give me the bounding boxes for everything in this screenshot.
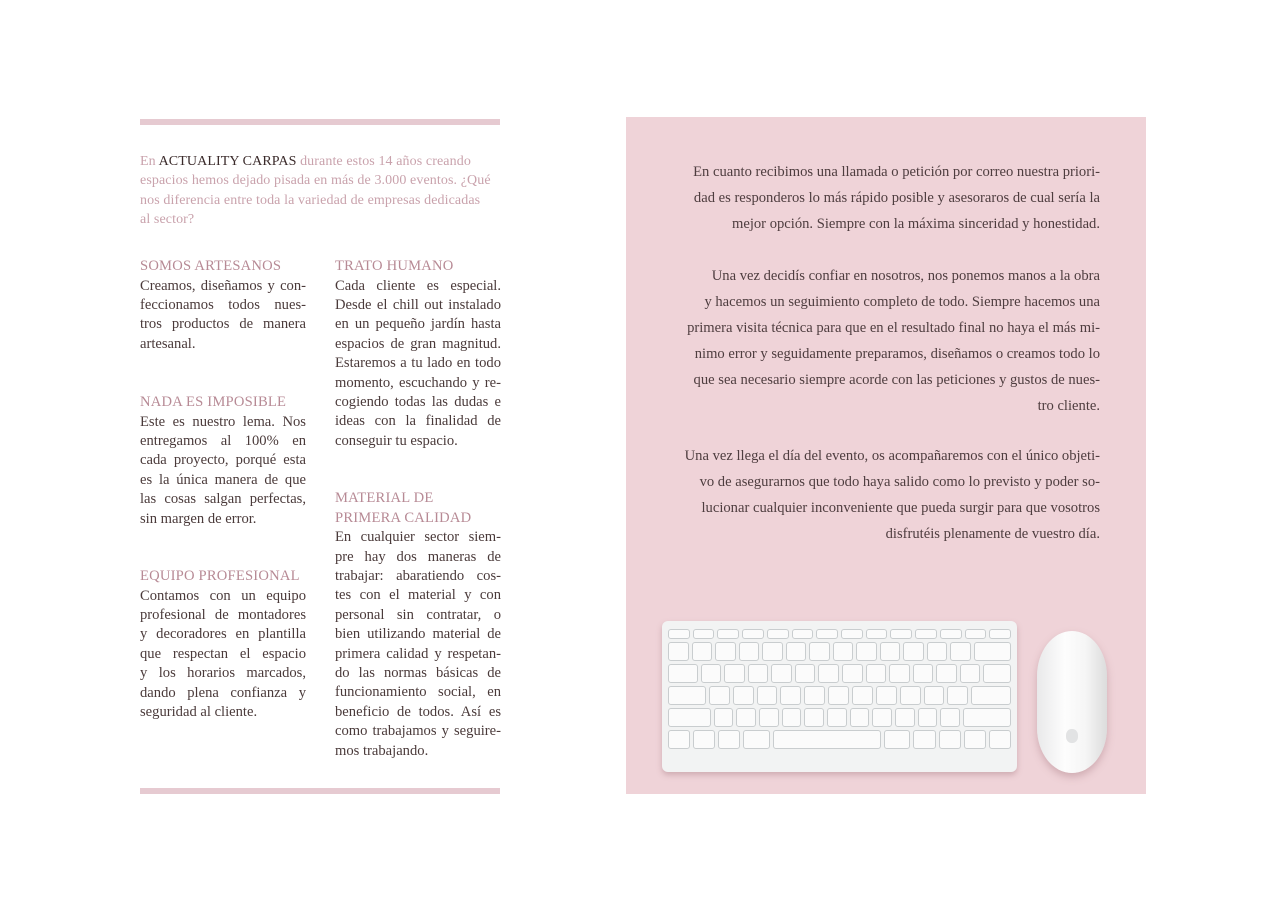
keyboard-key xyxy=(903,642,924,661)
panel-text-line: nimo error y seguidamente preparamos, diseñamos o creamos todo lo xyxy=(694,346,1100,362)
section-text-line: Desde el chill out instalado xyxy=(335,297,501,313)
panel-text-line: disfrutéis plenamente de vuestro día. xyxy=(885,526,1100,542)
keyboard-key xyxy=(890,629,912,639)
keyboard-key xyxy=(736,708,756,727)
keyboard-key xyxy=(852,686,873,705)
intro-prefix: En xyxy=(140,154,159,169)
keyboard-key xyxy=(762,642,783,661)
keyboard-key xyxy=(780,686,801,705)
keyboard-key xyxy=(889,664,910,683)
section-title: EQUIPO PROFESIONAL xyxy=(140,568,300,584)
keyboard-key xyxy=(668,642,689,661)
keyboard-key xyxy=(841,629,863,639)
keyboard-row xyxy=(668,686,1011,705)
section-text-line: trabajar: abaratiendo cos- xyxy=(335,568,501,584)
keyboard-key xyxy=(804,686,825,705)
keyboard-key xyxy=(872,708,892,727)
keyboard-key xyxy=(913,730,935,749)
keyboard-key xyxy=(927,642,948,661)
section-text-line: cogiendo todas las dudas e xyxy=(335,394,501,411)
section-text-line: beneficio de todos. Así es xyxy=(335,703,501,720)
keyboard-key xyxy=(983,664,1011,683)
keyboard-key xyxy=(733,686,754,705)
keyboard-key xyxy=(804,708,824,727)
keyboard-key xyxy=(971,686,1011,705)
intro-line: al sector? xyxy=(140,212,195,228)
panel-text-line: Una vez decidís confiar en nosotros, nos ponemos manos a la obra xyxy=(711,268,1100,284)
keyboard-row xyxy=(668,642,1011,661)
section-title: TRATO HUMANO xyxy=(335,258,454,274)
section-text-line: personal sin contratar, o xyxy=(335,606,501,623)
keyboard-key xyxy=(960,664,981,683)
panel-text-line: Una vez llega el día del evento, os acompañaremos con el único objeti- xyxy=(684,448,1100,464)
panel-paragraph xyxy=(670,263,1100,419)
keyboard-key xyxy=(816,629,838,639)
brand-name: ACTUALITY CARPAS xyxy=(158,154,297,169)
panel-text-line: lucionar cualquier inconveniente que pueda surgir para que vosotros xyxy=(701,500,1100,516)
keyboard-key xyxy=(833,642,854,661)
keyboard-key xyxy=(795,664,816,683)
keyboard-key xyxy=(709,686,730,705)
keyboard-key xyxy=(947,686,968,705)
section-equipo-profesional xyxy=(140,567,306,722)
keyboard-key xyxy=(668,708,711,727)
section-somos-artesanos xyxy=(140,257,306,354)
intro-paragraph xyxy=(140,152,501,230)
section-text-line: y decoradores en plantilla xyxy=(140,626,306,643)
keyboard-key xyxy=(876,686,897,705)
keyboard-key xyxy=(693,629,715,639)
section-text-line: entregamos al 100% en xyxy=(140,433,306,449)
section-text-line: tes con el material y con xyxy=(335,587,501,604)
section-nada-es-imposible xyxy=(140,393,306,529)
keyboard-key xyxy=(856,642,877,661)
keyboard-key xyxy=(717,629,739,639)
section-title: PRIMERA CALIDAD xyxy=(335,509,472,526)
section-text-line: Estaremos a tu lado en todo xyxy=(335,355,501,372)
keyboard-key xyxy=(924,686,945,705)
section-text-line: feccionamos todos nues- xyxy=(140,297,306,313)
keyboard-key xyxy=(989,730,1011,749)
keyboard-row xyxy=(668,708,1011,727)
section-title: NADA ES IMPOSIBLE xyxy=(140,394,287,410)
keyboard-key xyxy=(850,708,870,727)
section-text-line: funcionamiento social, en xyxy=(335,684,501,701)
photo-panel xyxy=(626,117,1146,794)
keyboard-key xyxy=(895,708,915,727)
section-text-line: ideas con la finalidad de xyxy=(335,413,501,430)
panel-text-line: vo de asegurarnos que todo haya salido como lo previsto y poder so- xyxy=(699,474,1100,490)
top-divider xyxy=(140,119,500,125)
section-text-line: bien utilizando material de xyxy=(335,626,501,643)
section-text-line: las cosas salgan perfectas, xyxy=(140,491,306,508)
panel-text-line: primera visita técnica para que en el resultado final no haya el más mi- xyxy=(687,320,1100,336)
keyboard-key xyxy=(809,642,830,661)
keyboard-key xyxy=(827,708,847,727)
section-text-line: mos trabajando. xyxy=(335,742,429,759)
keyboard-key xyxy=(950,642,971,661)
section-text-line: artesanal. xyxy=(140,335,196,352)
keyboard-key xyxy=(884,730,910,749)
keyboard-key xyxy=(759,708,779,727)
keyboard-key xyxy=(701,664,722,683)
keyboard-key xyxy=(668,730,690,749)
section-text-line: primera calidad y respetan- xyxy=(335,645,501,662)
keyboard-key xyxy=(818,664,839,683)
keyboard-key xyxy=(915,629,937,639)
keyboard-key xyxy=(771,664,792,683)
keyboard-key xyxy=(940,629,962,639)
section-text-line: do las normas básicas de xyxy=(335,665,501,682)
keyboard-key xyxy=(782,708,802,727)
intro-line: espacios hemos dejado pisada en más de 3.000 eventos. ¿Qué xyxy=(140,173,491,189)
section-text-line: espacios de gran magnitud. xyxy=(335,335,501,352)
section-material xyxy=(335,489,501,761)
panel-text-line: En cuanto recibimos una llamada o petición por correo nuestra priori- xyxy=(693,164,1100,180)
section-text-line: tros productos de manera xyxy=(140,316,306,333)
panel-paragraph xyxy=(670,443,1100,547)
keyboard-key xyxy=(828,686,849,705)
keyboard-key xyxy=(965,629,987,639)
section-text-line: pre hay dos maneras de xyxy=(335,548,501,565)
keyboard-key xyxy=(936,664,957,683)
keyboard-key xyxy=(940,708,960,727)
section-text-line: dando plena confianza y xyxy=(140,684,306,701)
section-text-line: es la única manera de que xyxy=(140,471,306,488)
keyboard-key xyxy=(866,664,887,683)
apple-logo-icon xyxy=(1066,729,1078,743)
keyboard-key xyxy=(974,642,1011,661)
keyboard-key xyxy=(742,629,764,639)
keyboard-key xyxy=(692,642,713,661)
keyboard-key xyxy=(757,686,778,705)
keyboard-key xyxy=(668,664,698,683)
keyboard-key xyxy=(880,642,901,661)
keyboard-key xyxy=(786,642,807,661)
section-text-line: y los horarios marcados, xyxy=(140,665,306,682)
keyboard-row xyxy=(668,664,1011,683)
section-text-line: En cualquier sector siem- xyxy=(335,529,501,546)
keyboard-key xyxy=(918,708,938,727)
section-text-line: sin margen de error. xyxy=(140,510,257,527)
keyboard-key xyxy=(913,664,934,683)
keyboard-key xyxy=(739,642,760,661)
section-title: SOMOS ARTESANOS xyxy=(140,258,282,274)
keyboard-key xyxy=(743,730,769,749)
panel-text-line: tro cliente. xyxy=(1037,398,1100,414)
keyboard-image xyxy=(662,621,1017,772)
keyboard-key xyxy=(724,664,745,683)
section-text-line: Creamos, diseñamos y con- xyxy=(140,277,306,294)
panel-paragraph xyxy=(670,159,1100,237)
section-text-line: en un pequeño jardín hasta xyxy=(335,316,501,333)
keyboard-key xyxy=(748,664,769,683)
keyboard-key xyxy=(715,642,736,661)
intro-line: durante estos 14 años creando xyxy=(296,154,471,169)
section-text-line: Cada cliente es especial. xyxy=(335,277,501,294)
keyboard-key xyxy=(866,629,888,639)
section-text-line: seguridad al cliente. xyxy=(140,704,258,721)
keyboard-key xyxy=(767,629,789,639)
intro-line: nos diferencia entre toda la variedad de empresas dedicadas xyxy=(140,192,481,208)
keyboard-key xyxy=(693,730,715,749)
section-text-line: profesional de montadores xyxy=(140,607,306,623)
panel-text-line: dad es responderos lo más rápido posible y asesoraros de cual sería la xyxy=(693,190,1100,206)
panel-text-line: y hacemos un seguimiento completo de todo. Siempre hacemos una xyxy=(704,294,1100,310)
section-title: MATERIAL DE xyxy=(335,490,434,506)
section-trato-humano xyxy=(335,257,501,451)
keyboard-key xyxy=(964,730,986,749)
keyboard-key xyxy=(714,708,734,727)
keyboard-key xyxy=(900,686,921,705)
panel-text-line: mejor opción. Siempre con la máxima sinceridad y honestidad. xyxy=(732,216,1100,232)
keyboard-key xyxy=(989,629,1011,639)
section-text-line: Contamos con un equipo xyxy=(140,587,306,604)
section-text-line: conseguir tu espacio. xyxy=(335,432,458,449)
section-text-line: momento, escuchando y re- xyxy=(335,374,501,391)
panel-text-line: que sea necesario siempre acorde con las peticiones y gustos de nues- xyxy=(693,372,1100,388)
keyboard-key xyxy=(842,664,863,683)
section-text-line: cada proyecto, porqué esta xyxy=(140,452,306,469)
keyboard-key xyxy=(939,730,961,749)
section-text-line: que respectan el espacio xyxy=(140,645,306,662)
keyboard-row xyxy=(668,730,1011,749)
keyboard-key xyxy=(963,708,1011,727)
keyboard-row xyxy=(668,629,1011,639)
keyboard-key xyxy=(668,686,706,705)
keyboard-key xyxy=(773,730,882,749)
section-text-line: Este es nuestro lema. Nos xyxy=(140,413,306,430)
keyboard-key xyxy=(668,629,690,639)
bottom-divider xyxy=(140,788,500,794)
mouse-image xyxy=(1037,631,1107,773)
section-text-line: como trabajamos y seguire- xyxy=(335,723,501,740)
keyboard-key xyxy=(718,730,740,749)
keyboard-key xyxy=(792,629,814,639)
